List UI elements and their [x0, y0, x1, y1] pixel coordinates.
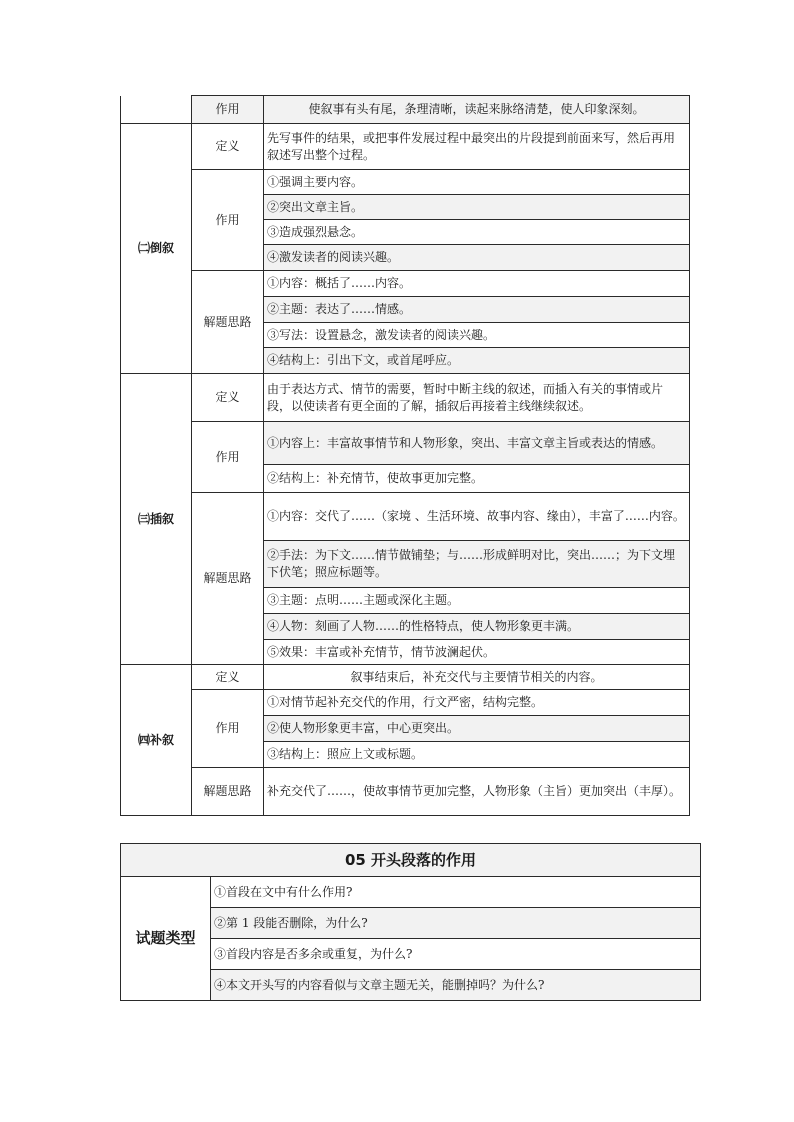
list-item: ①内容：交代了……（家境 、生活环境、故事内容、缘由），丰富了……内容。: [264, 493, 690, 541]
list-item: ②主题：表达了……情感。: [264, 297, 690, 323]
list-item: ④激发读者的阅读兴趣。: [264, 245, 690, 271]
list-item: ④本文开头写的内容看似与文章主题无关，能删掉吗？为什么?: [211, 970, 701, 1001]
definition-text: 叙事结束后，补充交代与主要情节相关的内容。: [264, 665, 690, 690]
question-type-label: 试题类型: [121, 877, 211, 1001]
row-label: 定义: [192, 374, 264, 422]
list-item: ②手法：为下文……情节做铺垫；与……形成鲜明对比，突出……；为下文埋下伏笔；照应标题等。: [264, 541, 690, 588]
list-item: ①内容上：丰富故事情节和人物形象，突出、丰富文章主旨或表达的情感。: [264, 422, 690, 465]
section-chaxu: ㈢插叙: [121, 374, 192, 665]
section-daoxu: ㈡倒叙: [121, 124, 192, 374]
list-item: ③结构上：照应上文或标题。: [264, 742, 690, 768]
list-item: ①强调主要内容。: [264, 170, 690, 195]
opening-paragraph-table: [120, 843, 701, 1001]
list-item: ④人物：刻画了人物……的性格特点，使人物形象更丰满。: [264, 614, 690, 640]
definition-text: 由于表达方式、情节的需要，暂时中断主线的叙述，而插入有关的事情或片段，以使读者有更全面的了解，插叙后再接着主线继续叙述。: [264, 374, 690, 422]
row-label: 解题思路: [192, 271, 264, 374]
list-item: ⑤效果：丰富或补充情节，情节波澜起伏。: [264, 640, 690, 665]
row-label: 作用: [192, 690, 264, 768]
list-item: ④结构上：引出下文，或首尾呼应。: [264, 348, 690, 374]
list-item: ②第 1 段能否删除，为什么?: [211, 908, 701, 939]
row-label: 作用: [192, 170, 264, 271]
list-item: ②突出文章主旨。: [264, 195, 690, 220]
row-label: 定义: [192, 124, 264, 170]
section-buxu: ㈣补叙: [121, 665, 192, 816]
list-item: ③造成强烈悬念。: [264, 220, 690, 245]
list-item: ①首段在文中有什么作用?: [211, 877, 701, 908]
row-text: 使叙事有头有尾，条理清晰，读起来脉络清楚，使人印象深刻。: [264, 96, 690, 124]
row-label: 定义: [192, 665, 264, 690]
list-item: ①对情节起补充交代的作用，行文严密，结构完整。: [264, 690, 690, 716]
list-item: ②结构上：补充情节，使故事更加完整。: [264, 465, 690, 493]
list-item: ③写法：设置悬念，激发读者的阅读兴趣。: [264, 323, 690, 348]
row-label: 解题思路: [192, 493, 264, 665]
narration-methods-table: [120, 95, 690, 816]
approach-text: 补充交代了……，使故事情节更加完整，人物形象（主旨）更加突出（丰厚）。: [264, 768, 690, 816]
table-title: 05 开头段落的作用: [121, 844, 701, 877]
list-item: ③主题：点明……主题或深化主题。: [264, 588, 690, 614]
blank-cell: [121, 96, 192, 124]
list-item: ①内容：概括了……内容。: [264, 271, 690, 297]
list-item: ③首段内容是否多余或重复，为什么?: [211, 939, 701, 970]
row-label: 解题思路: [192, 768, 264, 816]
row-label: 作用: [192, 422, 264, 493]
definition-text: 先写事件的结果，或把事件发展过程中最突出的片段提到前面来写，然后再用叙述写出整个过程。: [264, 124, 690, 170]
list-item: ②使人物形象更丰富，中心更突出。: [264, 716, 690, 742]
row-label: 作用: [192, 96, 264, 124]
